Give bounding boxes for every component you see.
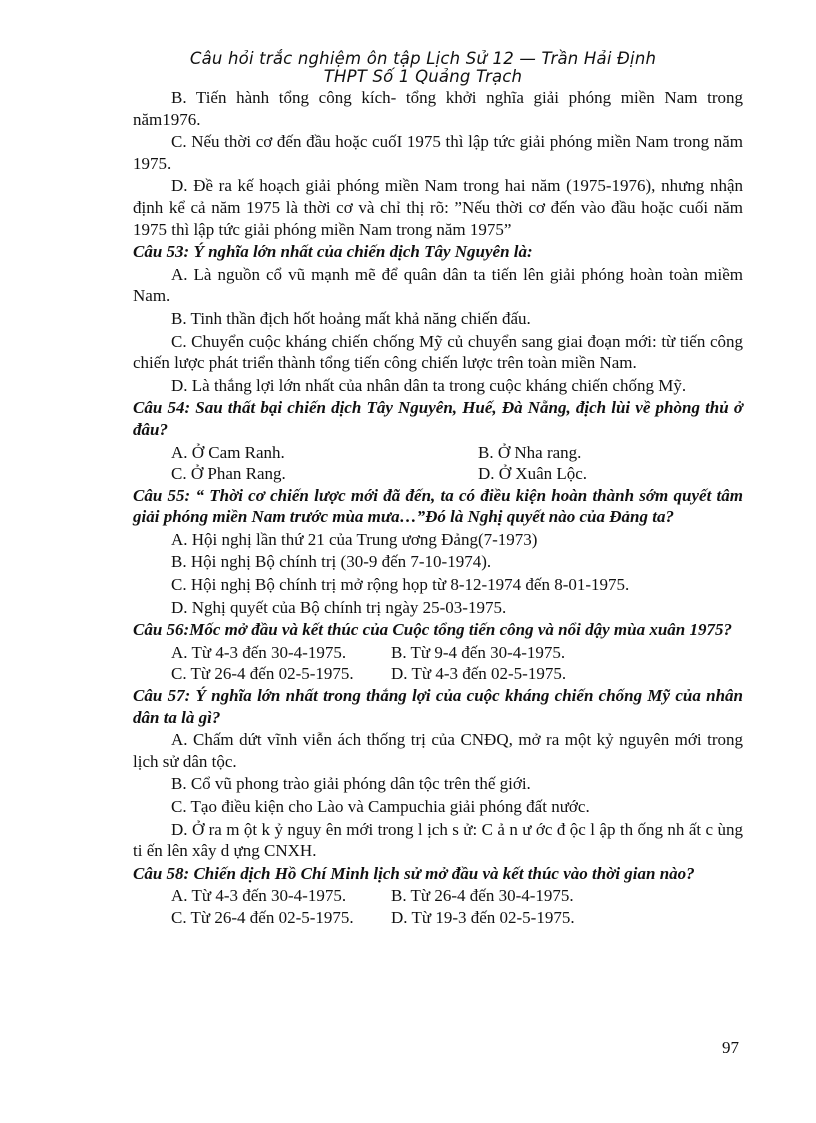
q55-option-a: A. Hội nghị lần thứ 21 của Trung ương Đảng(7-1973) [171,529,538,549]
q57-option-c: C. Tạo điều kiện cho Lào và Campuchia giải phóng đất nước. [171,797,590,816]
q56-option-a: A. Từ 4-3 đến 30-4-1975. [171,642,347,662]
q57-option-a: A. Chấm dứt vĩnh viễn ách thống trị của CNĐQ, mở ra một kỷ nguyên mới trong lịch sử dân tộc. [133,730,743,771]
q56-options-row-2 [133,663,743,685]
header-title: Câu hỏi trắc nghiệm ôn tập Lịch Sử 12 — Trần Hải Định [189,49,657,68]
q53-question: Câu 53: Ý nghĩa lớn nhất của chiến dịch Tây Nguyên là: [133,242,533,262]
q54-options-row-1 [133,442,743,464]
page-header [0,50,816,86]
q58-option-d: D. Từ 19-3 đến 02-5-1975. [391,907,575,927]
q57-question: Câu 57: Ý nghĩa lớn nhất trong thắng lợi của cuộc kháng chiến chống Mỹ của nhân dân ta là gì? [133,686,743,727]
q56-option-d: D. Từ 4-3 đến 02-5-1975. [391,664,567,684]
q53-option-d: D. Là thắng lợi lớn nhất của nhân dân ta trong cuộc kháng chiến chống Mỹ. [171,375,687,395]
q52-option-c: C. Nếu thời cơ đến đầu hoặc cuốI 1975 thì lập tức giải phóng miền Nam trong năm 1975. [133,132,743,173]
page-content [133,87,743,929]
q57-option-b: B. Cổ vũ phong trào giải phóng dân tộc trên thế giới. [171,774,531,794]
q57-option-d: D. Ở ra m ột k ỷ nguy ên mới trong l ịch s ử: C ả n ư ớc đ ộc l ập th ống nh ất c ùng ti ến lên xây d ựng CNXH. [133,819,743,861]
q53-option-a: A. Là nguồn cổ vũ mạnh mẽ để quân dân ta tiến lên giải phóng hoàn toàn miềm Nam. [133,264,743,306]
q55-option-d: D. Nghị quyết của Bộ chính trị ngày 25-03-1975. [171,597,507,617]
q58-question: Câu 58: Chiến dịch Hồ Chí Minh lịch sử mở đầu và kết thúc vào thời gian nào? [133,863,695,883]
q53-option-b: B. Tinh thần địch hốt hoảng mất khả năng chiến đấu. [171,308,531,328]
header-school: THPT Số 1 Quảng Trạch [323,67,523,86]
q55-question: Câu 55: “ Thời cơ chiến lược mới đã đến, ta có điều kiện hoàn thành sớm quyết tâm giải phóng miền Nam trước mùa mưa…”Đó là Nghị quyết nào của Đảng ta? [133,485,743,527]
q54-option-a: A. Ở Cam Ranh. [171,442,285,462]
q53-option-c: C. Chuyển cuộc kháng chiến chống Mỹ củ chuyển sang giai đoạn mới: từ tiến công chiến lược phát triển thành tổng tiến công chiến lược trên toàn miền Nam. [133,331,743,373]
q56-options-row-1 [133,642,743,664]
q55-option-b: B. Hội nghị Bộ chính trị (30-9 đến 7-10-1974). [171,552,492,572]
q58-option-c: C. Từ 26-4 đến 02-5-1975. [171,907,354,927]
q56-option-b: B. Từ 9-4 đến 30-4-1975. [391,642,566,662]
q54-options-row-2 [133,463,743,485]
q58-option-b: B. Từ 26-4 đến 30-4-1975. [391,886,574,906]
q58-option-a: A. Từ 4-3 đến 30-4-1975. [171,886,347,906]
q54-option-c: C. Ở Phan Rang. [171,464,286,484]
q58-options-row-1 [133,885,743,907]
q58-options-row-2 [133,907,743,929]
q52-option-b: B. Tiến hành tổng công kích- tổng khởi nghĩa giải phóng miền Nam trong năm1976. [133,88,743,129]
q54-question: Câu 54: Sau thất bại chiến dịch Tây Nguyên, Huế, Đà Nẵng, địch lùi về phòng thủ ở đâu? [133,398,743,439]
q54-option-d: D. Ở Xuân Lộc. [478,464,588,484]
q56-question: Câu 56:Mốc mở đầu và kết thúc của Cuộc tổng tiến công và nổi dậy mùa xuân 1975? [133,620,732,640]
q54-option-b: B. Ở Nha rang. [478,442,582,462]
q56-option-c: C. Từ 26-4 đến 02-5-1975. [171,664,354,684]
page-number: 97 [722,1038,739,1057]
q52-option-d: D. Đề ra kế hoạch giải phóng miền Nam trong hai năm (1975-1976), nhưng nhận định kể cả năm 1975 là thời cơ và chỉ thị rõ: ”Nếu thời cơ đến vào đầu hoặc cuối năm 1975 thì lập tức giải phóng miền Nam trong năm 1975” [133,176,743,239]
q55-option-c: C. Hội nghị Bộ chính trị mở rộng họp từ 8-12-1974 đến 8-01-1975. [171,575,630,595]
